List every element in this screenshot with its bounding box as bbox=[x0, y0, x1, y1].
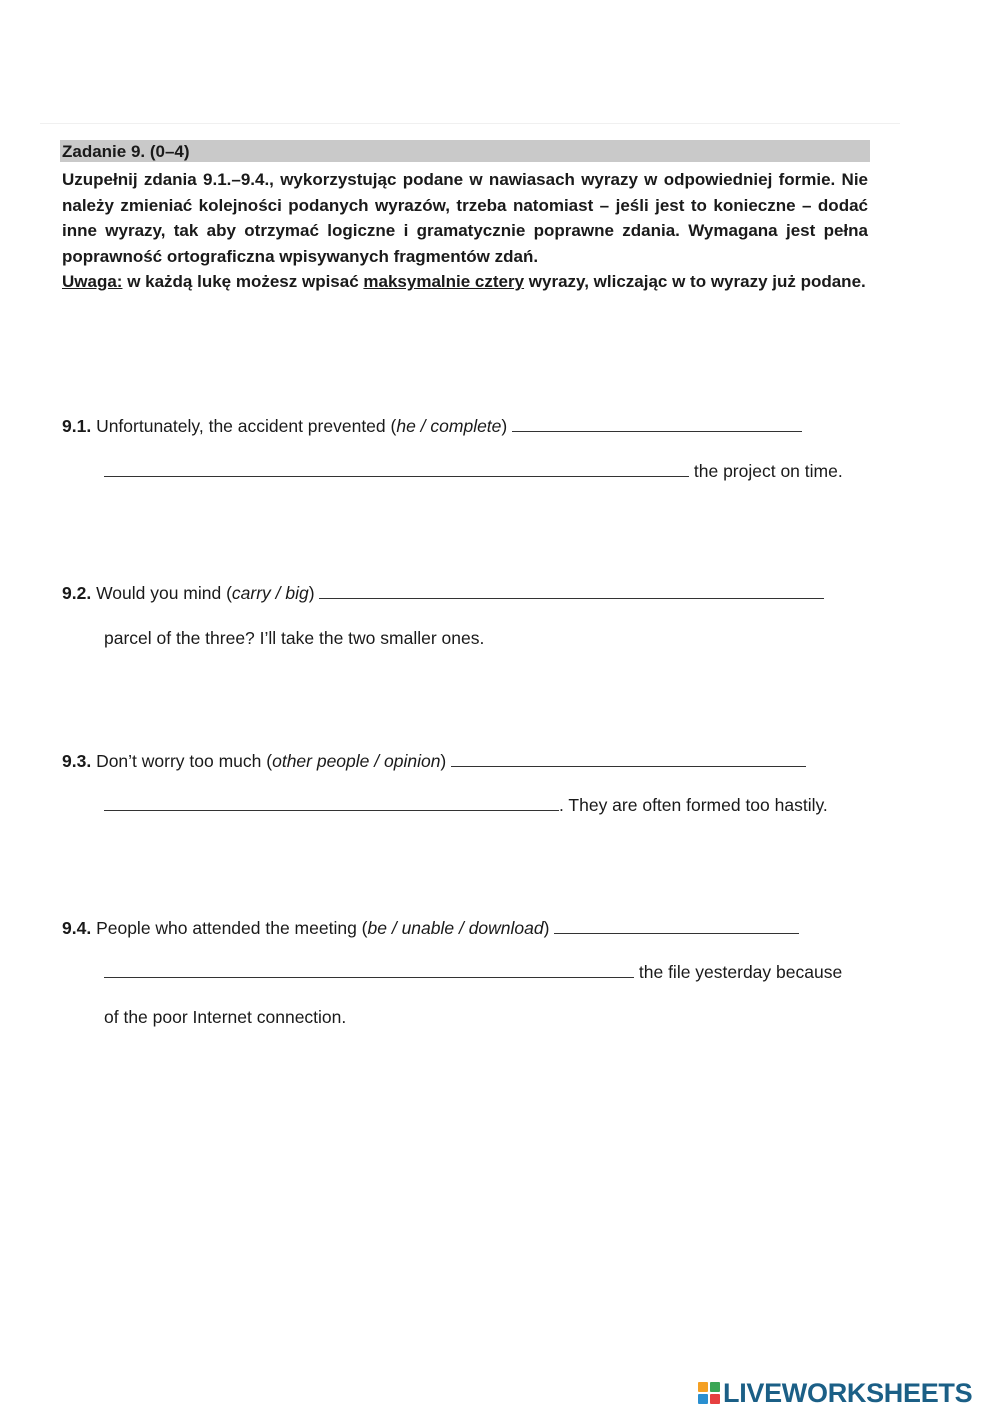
question-text: People who attended the meeting ( bbox=[91, 918, 368, 938]
logo-tile-icon bbox=[698, 1382, 708, 1392]
note-text-1: w każdą lukę możesz wpisać bbox=[122, 272, 364, 291]
answer-blank-9-3b[interactable] bbox=[104, 796, 559, 811]
answer-blank-9-3a[interactable] bbox=[451, 752, 806, 767]
answer-blank-9-4b[interactable] bbox=[104, 963, 634, 978]
note-emphasis: maksymalnie cztery bbox=[363, 272, 525, 291]
question-number: 9.2. bbox=[62, 583, 92, 603]
question-9-1-line-2 bbox=[104, 460, 843, 482]
note-label: Uwaga: bbox=[62, 272, 123, 291]
task-instructions bbox=[62, 167, 868, 295]
instructions-note bbox=[62, 269, 868, 295]
answer-blank-9-1b[interactable] bbox=[104, 462, 689, 477]
question-continuation: the project on time. bbox=[693, 461, 843, 481]
question-9-4-line-2 bbox=[104, 961, 842, 983]
liveworksheets-logo bbox=[698, 1378, 972, 1408]
logo-tile-icon bbox=[710, 1382, 720, 1392]
logo-tile-icon bbox=[698, 1394, 708, 1404]
question-text-end: ) bbox=[543, 918, 550, 938]
question-text: Would you mind ( bbox=[91, 583, 232, 603]
question-9-4-line-1 bbox=[62, 917, 799, 939]
question-text-end: ) bbox=[308, 583, 315, 603]
answer-blank-9-4a[interactable] bbox=[554, 919, 799, 934]
question-continuation: parcel of the three? I’ll take the two smaller ones. bbox=[104, 628, 485, 648]
question-text-end: ) bbox=[440, 751, 447, 771]
question-hint: he / complete bbox=[396, 416, 502, 436]
question-hint: other people / opinion bbox=[272, 751, 441, 771]
question-number: 9.4. bbox=[62, 918, 92, 938]
question-9-3-line-2 bbox=[104, 794, 828, 816]
question-continuation: . They are often formed too hastily. bbox=[559, 795, 828, 815]
question-continuation: the file yesterday because bbox=[638, 962, 843, 982]
question-text-end: ) bbox=[501, 416, 508, 436]
question-9-1-line-1 bbox=[62, 415, 802, 437]
question-9-2-line-1 bbox=[62, 582, 824, 604]
logo-tile-icon bbox=[710, 1394, 720, 1404]
question-text: Don’t worry too much ( bbox=[91, 751, 273, 771]
question-9-4-line-3 bbox=[104, 1006, 346, 1028]
answer-blank-9-2[interactable] bbox=[319, 584, 824, 599]
question-9-3-line-1 bbox=[62, 750, 806, 772]
question-text: Unfortunately, the accident prevented ( bbox=[91, 416, 397, 436]
logo-icon bbox=[698, 1382, 720, 1404]
question-number: 9.1. bbox=[62, 416, 92, 436]
answer-blank-9-1a[interactable] bbox=[512, 417, 802, 432]
question-hint: be / unable / download bbox=[367, 918, 544, 938]
question-hint: carry / big bbox=[231, 583, 309, 603]
question-number: 9.3. bbox=[62, 751, 92, 771]
instructions-paragraph: Uzupełnij zdania 9.1.–9.4., wykorzystując podane w nawiasach wyrazy w odpowiedniej formie. Nie należy zmieniać kolejności podanych wyrazów, trzeba natomiast – jeśli jest to konieczne – dodać inne wyrazy, tak aby otrzymać logiczne i gramatycznie poprawne zdania. Wymagana jest pełna poprawność ortograficzna wpisywanych fragmentów zdań. bbox=[62, 170, 868, 266]
logo-text: LIVEWORKSHEETS bbox=[723, 1377, 973, 1408]
question-continuation-2: of the poor Internet connection. bbox=[104, 1007, 347, 1027]
task-header: Zadanie 9. (0–4) bbox=[60, 140, 870, 162]
page-top-rule bbox=[40, 123, 900, 124]
note-text-2: wyrazy, wliczając w to wyrazy już podane. bbox=[524, 272, 866, 291]
question-9-2-line-2 bbox=[104, 627, 484, 649]
